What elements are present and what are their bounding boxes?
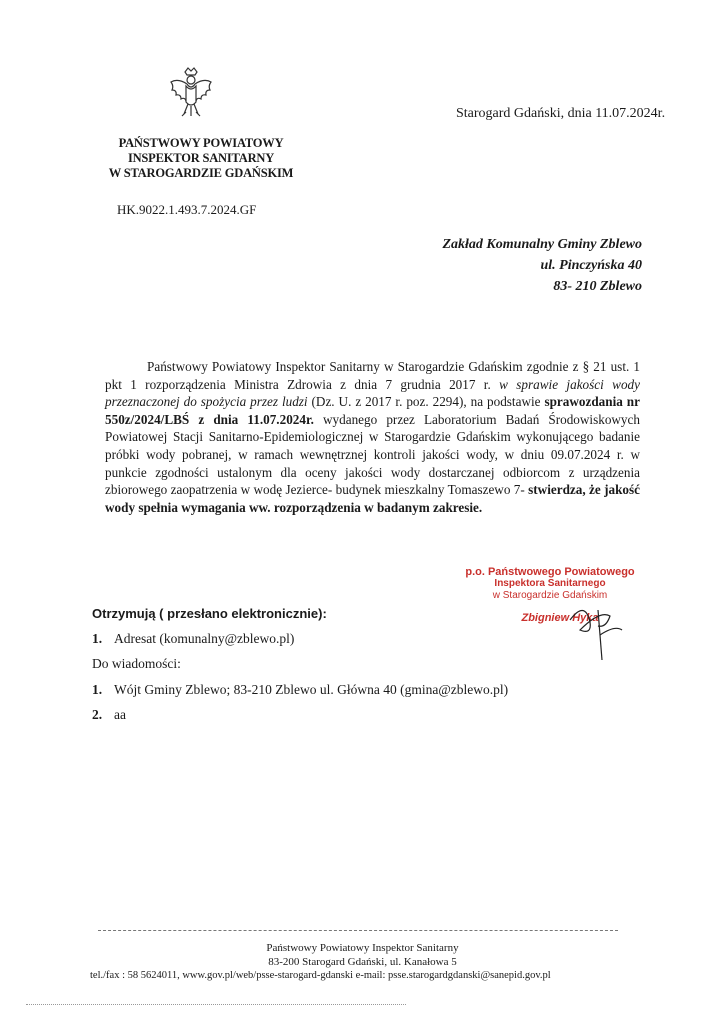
authority-line: W STAROGARDZIE GDAŃSKIM bbox=[108, 166, 294, 180]
stamp-line: p.o. Państwowego Powiatowego bbox=[465, 566, 635, 578]
report-reference: sprawozdania nr 550z/2024/LBŚ z dnia 11.07.2024r. bbox=[105, 394, 640, 427]
list-item bbox=[92, 631, 294, 647]
bottom-divider bbox=[26, 1004, 406, 1005]
list-text: aa bbox=[114, 707, 126, 722]
place-date: Starogard Gdański, dnia 11.07.2024r. bbox=[456, 106, 666, 121]
list-item bbox=[92, 707, 126, 723]
conclusion: stwierdza, że jakość wody spełnia wymagania ww. rozporządzenia w badanym zakresie. bbox=[105, 482, 640, 515]
regulation-title: w sprawie jakości wody przeznaczonej do spożycia przez ludzi bbox=[105, 376, 640, 410]
recipient-name: Zakład Komunalny Gminy Zblewo bbox=[442, 237, 642, 252]
body-text: Państwowy Powiatowy Inspektor Sanitarny w Starogardzie Gdańskim zgodnie z § 21 ust. 1 pkt 1 rozporządzenia Ministra Zdrowia z dnia 7 grudnia 2017 r. bbox=[105, 359, 640, 392]
body-paragraph bbox=[105, 358, 640, 516]
cc-heading: Do wiadomości: bbox=[92, 656, 181, 671]
recipients-heading: Otrzymują ( przesłano elektronicznie): bbox=[92, 606, 327, 621]
list-text: Wójt Gminy Zblewo; 83-210 Zblewo ul. Główna 40 (gmina@zblewo.pl) bbox=[114, 682, 509, 697]
footer-divider bbox=[98, 930, 618, 931]
stamp-line: w Starogardzie Gdańskim bbox=[492, 590, 608, 601]
authority-line: INSPEKTOR SANITARNY bbox=[127, 151, 275, 165]
recipient-address bbox=[442, 234, 642, 297]
list-number: 1. bbox=[92, 631, 103, 646]
stamp-line: Inspektora Sanitarnego bbox=[494, 578, 606, 589]
signer-name: Zbigniew Hyka bbox=[521, 612, 599, 624]
letter-body bbox=[105, 358, 640, 516]
handwritten-signature bbox=[540, 580, 650, 670]
issuing-authority bbox=[100, 136, 302, 181]
reference-number: HK.9022.1.493.7.2024.GF bbox=[117, 202, 257, 217]
footer-contact: tel./fax : 58 5624011, www.gov.pl/web/psse-starogard-gdanski e-mail: psse.starogardgdanski@sanepid.gov.pl bbox=[90, 970, 551, 981]
eagle-emblem-icon bbox=[168, 66, 214, 122]
list-number: 1. bbox=[92, 682, 103, 697]
authority-line: PAŃSTWOWY POWIATOWY bbox=[118, 136, 284, 150]
recipient-street: ul. Pinczyńska 40 bbox=[540, 258, 642, 273]
body-text: (Dz. U. z 2017 r. poz. 2294), na podstawie bbox=[307, 394, 545, 410]
body-text: wydanego przez Laboratorium Badań Środowiskowych Powiatowej Stacji Sanitarno-Epidemiologicznej w Starogardzie Gdańskim wykonującego badanie próbki wody pobranej, w ramach wewnętrznej kontroli jakości wody, w dniu 09.07.2024 r. w punkcie zgodności ustalonym dla oceny jakości wody dostarczanej odbiorcom z urządzenia zbiorowego zaopatrzenia w wodę Jezierce- budynek mieszkalny Tomaszewo 7- bbox=[105, 411, 640, 498]
list-item bbox=[92, 682, 508, 698]
footer-line: 83-200 Starogard Gdański, ul. Kanałowa 5 bbox=[268, 955, 457, 968]
footer bbox=[90, 942, 635, 983]
recipient-city: 83- 210 Zblewo bbox=[553, 279, 642, 294]
footer-line: Państwowy Powiatowy Inspektor Sanitarny bbox=[266, 942, 459, 954]
list-text: Adresat (komunalny@zblewo.pl) bbox=[114, 631, 295, 646]
list-number: 2. bbox=[92, 707, 103, 722]
